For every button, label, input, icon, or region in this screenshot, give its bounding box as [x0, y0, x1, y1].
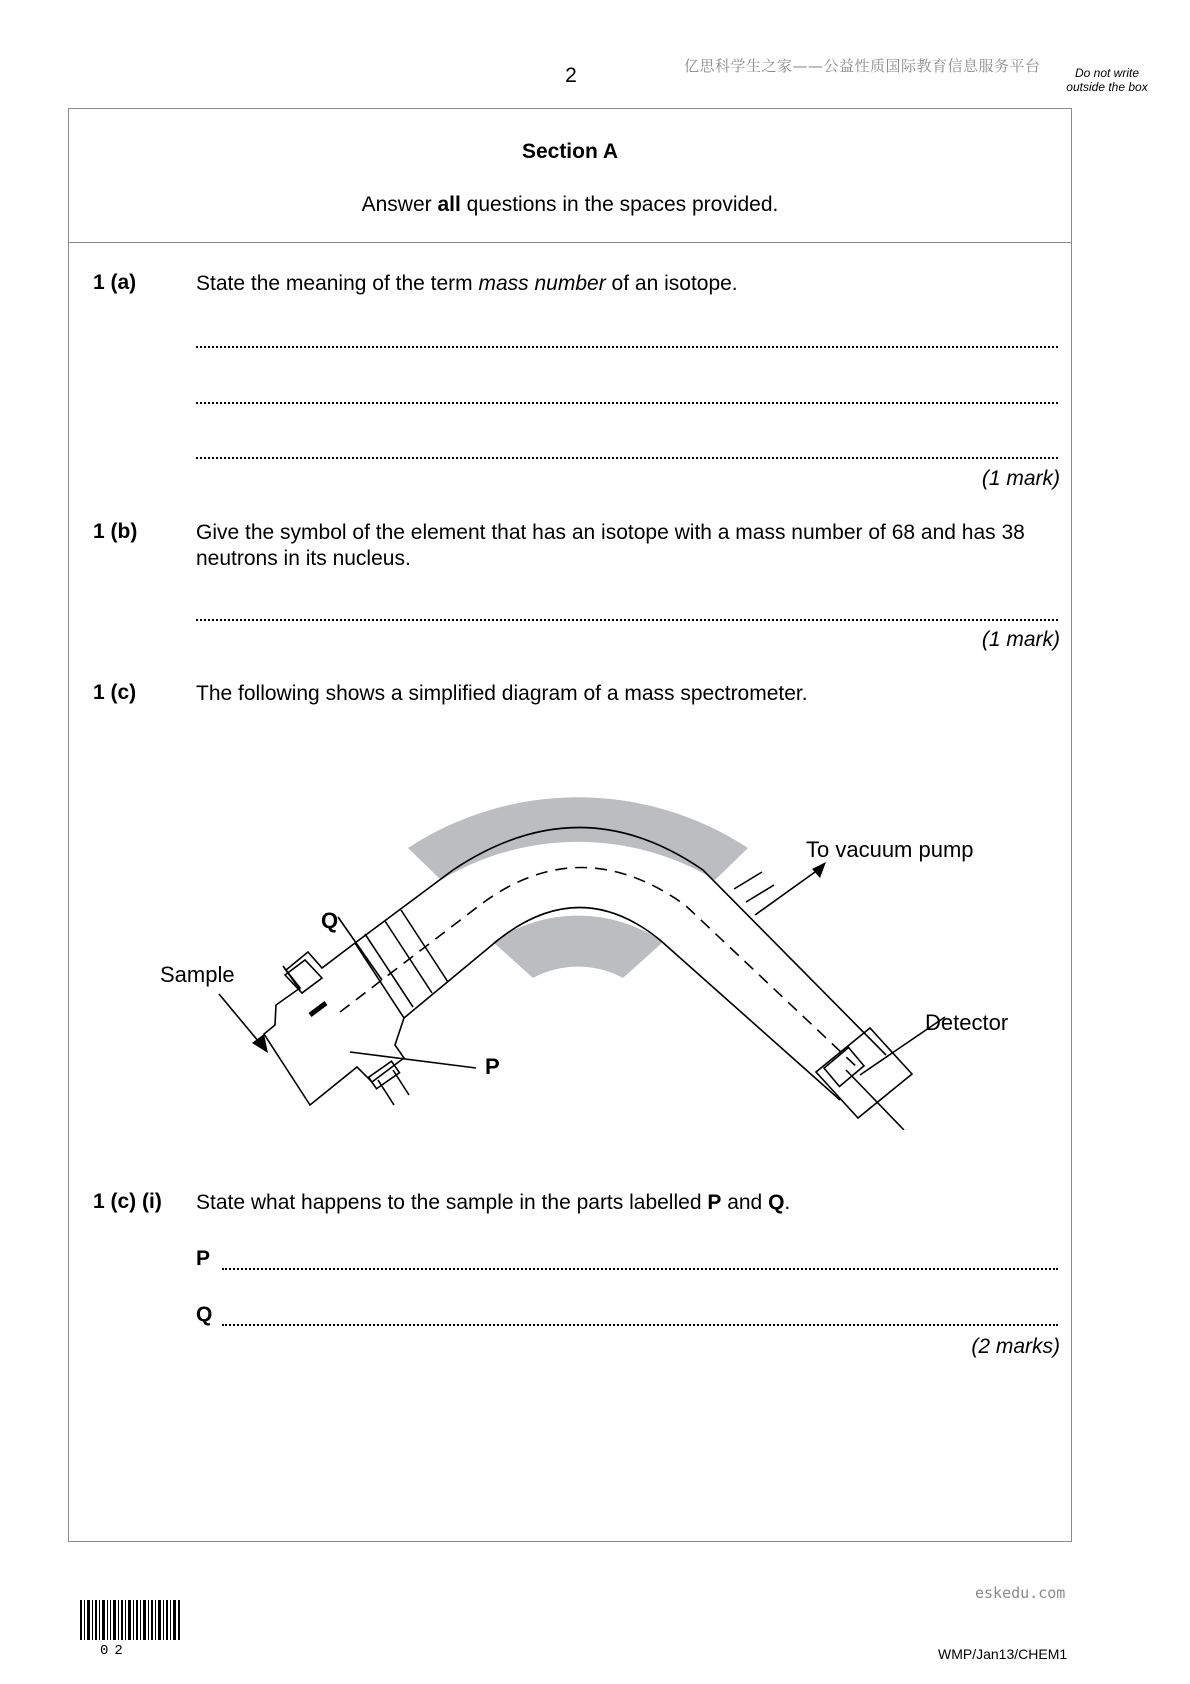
footer-site: eskedu.com	[975, 1584, 1066, 1602]
question-text-1b: Give the symbol of the element that has an isotope with a mass number of 68 and has 38 neutrons in its nucleus.	[196, 521, 1025, 570]
q1a-text-end: of an isotope.	[605, 272, 738, 295]
label-detector: Detector	[925, 1010, 1009, 1035]
instruction-text-start: Answer	[361, 193, 438, 216]
q1ci-bold-q: Q	[768, 1191, 785, 1214]
label-vacuum-pump: To vacuum pump	[806, 837, 974, 862]
answer-label-p: P	[196, 1247, 211, 1270]
detector-wire	[846, 1070, 904, 1130]
tube-end-cap	[355, 943, 404, 1018]
question-number-1b: 1 (b)	[93, 520, 138, 543]
answer-line-p[interactable]	[222, 1268, 1058, 1270]
vacuum-port-2	[746, 885, 774, 902]
question-text-1c: The following shows a simplified diagram of a mass spectrometer.	[196, 682, 808, 705]
answer-line-1a-3[interactable]	[196, 457, 1058, 459]
label-q: Q	[321, 908, 339, 933]
label-p: P	[485, 1054, 500, 1079]
heater-wire-1	[378, 1080, 394, 1105]
q1a-text-start: State the meaning of the term	[196, 272, 479, 295]
heater-wire-2	[393, 1070, 409, 1095]
question-number-1ci: 1 (c) (i)	[93, 1190, 162, 1213]
ionisation-chamber	[264, 943, 404, 1105]
margin-note: Do not write outside the box	[1066, 66, 1148, 94]
p-pointer	[350, 1052, 476, 1068]
answer-line-1a-2[interactable]	[196, 402, 1058, 404]
instruction-text-bold: all	[437, 193, 461, 216]
answer-line-q[interactable]	[222, 1324, 1058, 1326]
marks-1ci: (2 marks)	[971, 1335, 1060, 1358]
q-plate-3	[401, 910, 448, 982]
detector-plate	[824, 1048, 864, 1087]
question-text-1a	[196, 271, 1058, 297]
q1ci-text-start: State what happens to the sample in the parts labelled	[196, 1191, 708, 1214]
section-divider	[68, 242, 1072, 243]
question-text-1ci	[196, 1190, 1058, 1216]
watermark-text: 亿思科学生之家——公益性质国际教育信息服务平台	[684, 57, 1041, 75]
answer-line-1a-1[interactable]	[196, 346, 1058, 348]
section-instruction	[68, 193, 1072, 217]
label-sample: Sample	[160, 962, 235, 987]
q1ci-text-and: and	[721, 1191, 769, 1214]
barcode-number: 02	[100, 1643, 129, 1659]
answer-line-1b[interactable]	[196, 619, 1058, 621]
heater-coil	[369, 1061, 400, 1089]
filament	[310, 1003, 326, 1015]
vacuum-arrow-head	[812, 862, 826, 878]
answer-label-q: Q	[196, 1303, 213, 1326]
paper-code: WMP/Jan13/CHEM1	[938, 1646, 1068, 1662]
marks-1a: (1 mark)	[981, 467, 1060, 490]
mass-spectrometer-diagram	[120, 750, 1040, 1130]
barcode-image	[80, 1600, 180, 1640]
q-plate-2	[385, 921, 432, 993]
question-number-1c: 1 (c)	[93, 681, 137, 704]
q1ci-text-end: .	[784, 1191, 791, 1214]
question-number-1a: 1 (a)	[93, 271, 137, 294]
q1ci-bold-p: P	[707, 1191, 722, 1214]
q1a-term: mass number	[478, 272, 606, 295]
instruction-text-end: questions in the spaces provided.	[460, 193, 779, 216]
page-number: 2	[565, 64, 577, 87]
marks-1b: (1 mark)	[981, 628, 1060, 651]
vacuum-port-1	[734, 872, 762, 889]
section-title: Section A	[521, 140, 619, 163]
